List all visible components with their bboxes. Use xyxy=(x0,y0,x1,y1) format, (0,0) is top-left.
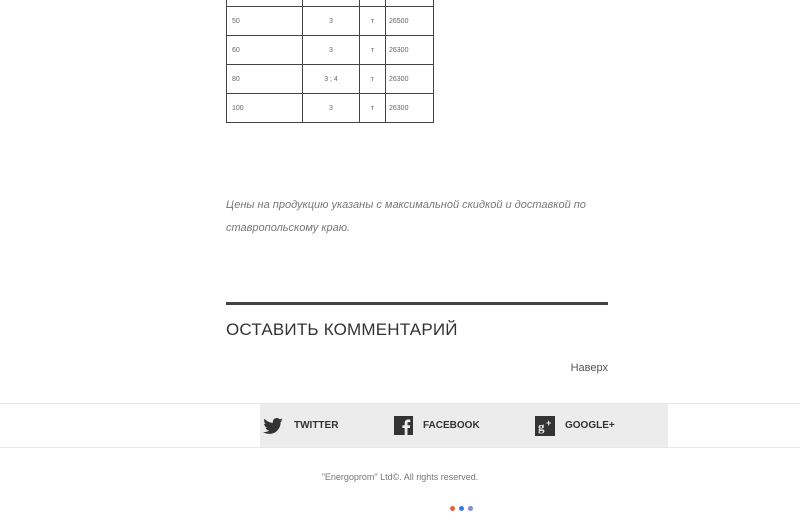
table-cell: т xyxy=(360,94,386,123)
facebook-label: FACEBOOK xyxy=(423,420,480,431)
table-cell: т xyxy=(360,36,386,65)
svg-text:g: g xyxy=(538,418,545,434)
twitter-share-button[interactable] xyxy=(262,404,338,447)
table-cell: 100 xyxy=(227,94,303,123)
google-plus-share-button[interactable] xyxy=(535,404,615,447)
leave-comment-heading: ОСТАВИТЬ КОММЕНТАРИЙ xyxy=(226,320,458,339)
back-to-top-link[interactable]: Наверх xyxy=(570,362,608,374)
table-cell: 50 xyxy=(227,7,303,36)
table-cell: 3 xyxy=(303,7,360,36)
copyright-text: "Energoprom" Ltd©. All rights reserved. xyxy=(321,472,479,482)
table-cell: 26500 xyxy=(386,7,434,36)
dot-1 xyxy=(450,506,455,511)
svg-text:+: + xyxy=(546,417,552,428)
loading-dots xyxy=(450,506,477,511)
google-plus-label: GOOGLE+ xyxy=(565,420,615,431)
twitter-label: TWITTER xyxy=(294,420,339,431)
table-cell: 26300 xyxy=(386,94,434,123)
table-cell: т xyxy=(360,7,386,36)
table-cell: т xyxy=(360,65,386,94)
table-cell: 3 ; 4 xyxy=(303,65,360,94)
facebook-share-button[interactable] xyxy=(394,404,480,447)
social-share-bar xyxy=(260,404,668,447)
google-plus-icon xyxy=(535,416,555,436)
twitter-icon xyxy=(262,418,284,434)
table-cell: 26300 xyxy=(386,36,434,65)
table-row xyxy=(227,7,434,36)
price-note: Цены на продукцию указаны с максимальной скидкой и доставкой по ставропольскому краю. xyxy=(226,199,586,234)
table-cell: 3 xyxy=(303,94,360,123)
dot-3 xyxy=(468,506,473,511)
section-divider xyxy=(226,302,608,305)
table-row xyxy=(227,65,434,94)
table-cell: 26300 xyxy=(386,65,434,94)
facebook-icon xyxy=(394,416,413,435)
table-cell: 3 xyxy=(303,36,360,65)
dot-2 xyxy=(459,506,464,511)
table-cell: 60 xyxy=(227,36,303,65)
price-table xyxy=(226,0,434,123)
table-row xyxy=(227,36,434,65)
footer-divider-bottom xyxy=(0,447,800,448)
table-row xyxy=(227,94,434,123)
table-cell: 80 xyxy=(227,65,303,94)
